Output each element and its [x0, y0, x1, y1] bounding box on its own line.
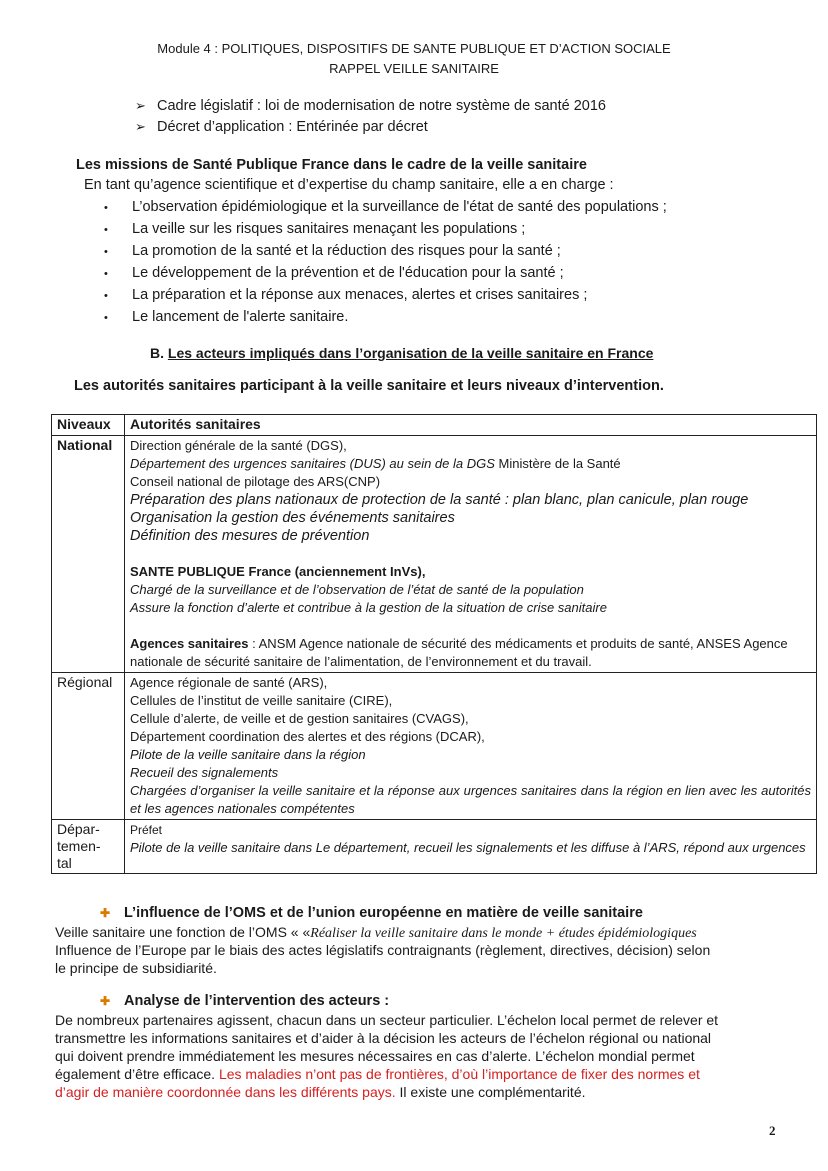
analyse-heading: [100, 993, 389, 1009]
oms-line: [55, 923, 780, 943]
level-line: temen-: [57, 838, 101, 854]
cell-line: Département coordination des alertes et des régions (DCAR),: [130, 729, 485, 744]
list-item-text: La promotion de la santé et la réduction des risques pour la santé ;: [132, 243, 561, 259]
analyse-line: transmettre les informations sanitaires et d’aider à la décision les acteurs de l’échelon régional ou national: [55, 1030, 712, 1046]
cell-line: Définition des mesures de prévention: [130, 528, 370, 544]
level-national: National: [52, 436, 125, 673]
cell-line: Conseil national de pilotage des ARS(CNP): [130, 474, 381, 489]
bullet-icon: •: [104, 246, 108, 258]
list-item: [104, 219, 667, 241]
analyse-title: Analyse de l’intervention des acteurs :: [124, 993, 390, 1009]
spacer: [130, 617, 811, 635]
analyse-line-end: Il existe une complémentarité.: [395, 1084, 586, 1100]
missions-list: [104, 197, 667, 329]
section-b-heading: Les acteurs impliqués dans l’organisation de la veille sanitaire en France: [167, 345, 654, 361]
oms-line: le principe de subsidiarité.: [55, 960, 217, 976]
legal-item-text: Décret d’application : Entérinée par décret: [157, 119, 428, 135]
cell-line: Préfet: [130, 823, 163, 837]
section-b-prefix: B.: [150, 345, 168, 361]
list-item-text: La préparation et la réponse aux menaces, alertes et crises sanitaires ;: [132, 287, 588, 303]
cell-line: Assure la fonction d’alerte et contribue à la gestion de la situation de crise sanitaire: [130, 600, 607, 615]
legal-item: [135, 119, 428, 135]
bullet-icon: •: [104, 312, 108, 324]
cell-line: Organisation la gestion des événements sanitaires: [130, 510, 455, 526]
analyse-line: [55, 1065, 780, 1083]
cell-line: Cellules de l’institut de veille sanitaire (CIRE),: [130, 693, 393, 708]
section-b-title: [150, 345, 653, 361]
cell-line: Chargé de la surveillance et de l’observation de l’état de santé de la population: [130, 582, 584, 597]
oms-line-italic: Réaliser la veille sanitaire dans le monde + études épidémiologiques: [310, 926, 697, 941]
level-line: Dépar-: [57, 821, 100, 837]
analyse-line: qui doivent prendre immédiatement les mesures nécessaires en cas d’alerte. L’échelon mondial permet: [55, 1048, 695, 1064]
list-item: [104, 197, 667, 219]
bullet-icon: •: [104, 202, 108, 214]
header-subtitle: RAPPEL VEILLE SANITAIRE: [329, 61, 499, 76]
oms-heading: [100, 905, 643, 921]
cell-line: Recueil des signalements: [130, 765, 279, 780]
list-item-text: L’observation épidémiologique et la surveillance de l'état de santé des populations ;: [132, 199, 667, 215]
oms-title: L’influence de l’OMS et de l’union européenne en matière de veille sanitaire: [124, 905, 643, 921]
cell-line-rest: Ministère de la Santé: [494, 456, 621, 471]
legal-item: [135, 98, 606, 114]
column-header-authorities: Autorités sanitaires: [125, 415, 817, 436]
authorities-table: [51, 414, 817, 874]
plus-bullet-icon: ✚: [100, 994, 111, 1008]
list-item: [104, 241, 667, 263]
list-item-text: Le développement de la prévention et de l'éducation pour la santé ;: [132, 265, 564, 281]
oms-line: Influence de l’Europe par le biais des actes législatifs contraignants (règlement, directives, décision) selon: [55, 942, 711, 958]
list-item: [104, 307, 667, 329]
table-row: [52, 673, 817, 820]
cell-line: [130, 455, 811, 473]
list-item: [104, 263, 667, 285]
cell-line: Cellule d’alerte, de veille et de gestion sanitaires (CVAGS),: [130, 711, 469, 726]
cell-line: Pilote de la veille sanitaire dans Le département, recueil les signalements et les diffuse à l’ARS, répond aux urgences: [130, 840, 806, 855]
analyse-line: [55, 1083, 780, 1101]
national-authorities: [125, 436, 817, 673]
spacer: [130, 545, 811, 563]
cell-line: SANTE PUBLIQUE France (anciennement InVs),: [130, 564, 426, 579]
analyse-highlight: Les maladies n’ont pas de frontières, d’où l’importance de fixer des normes et: [218, 1066, 700, 1082]
cell-line: Pilote de la veille sanitaire dans la région: [130, 747, 366, 762]
cell-line-italic: Département des urgences sanitaires (DUS) au sein de la DGS: [130, 456, 495, 471]
list-item: [104, 285, 667, 307]
column-header-levels: Niveaux: [52, 415, 125, 436]
analyse-line-start: également d’être efficace.: [55, 1066, 219, 1082]
cell-line: Préparation des plans nationaux de protection de la santé : plan blanc, plan canicule, plan rouge: [130, 492, 749, 508]
regional-authorities: [125, 673, 817, 820]
header-module-title: Module 4 : POLITIQUES, DISPOSITIFS DE SANTE PUBLIQUE ET D’ACTION SOCIALE: [157, 41, 671, 56]
cell-line: [130, 635, 811, 671]
agencies-label: Agences sanitaires: [130, 636, 249, 651]
analyse-highlight: d’agir de manière coordonnée dans les différents pays.: [55, 1084, 396, 1100]
plus-bullet-icon: ✚: [100, 906, 111, 920]
cell-line: Direction générale de la santé (DGS),: [130, 438, 347, 453]
authorities-title: Les autorités sanitaires participant à la veille sanitaire et leurs niveaux d’intervention.: [74, 378, 664, 394]
arrow-icon: ➢: [135, 119, 146, 134]
oms-line-start: Veille sanitaire une fonction de l’OMS « «: [55, 924, 311, 940]
analyse-line: De nombreux partenaires agissent, chacun dans un secteur particulier. L’échelon local permet de relever et: [55, 1012, 719, 1028]
agencies-text: : ANSM Agence nationale de sécurité des médicaments et produits de santé, ANSES Agence nationale de sécurité sanitaire de l’alimentation, de l’environnement et du travail.: [130, 636, 788, 669]
bullet-icon: •: [104, 268, 108, 280]
arrow-icon: ➢: [135, 98, 146, 113]
table-row: [52, 820, 817, 874]
missions-intro: En tant qu’agence scientifique et d’expertise du champ sanitaire, elle a en charge :: [84, 177, 614, 193]
bullet-icon: •: [104, 224, 108, 236]
departemental-authorities: [125, 820, 817, 874]
list-item-text: Le lancement de l'alerte sanitaire.: [132, 309, 349, 325]
page-number: 2: [769, 1123, 776, 1138]
table-header-row: [52, 415, 817, 436]
legal-item-text: Cadre législatif : loi de modernisation de notre système de santé 2016: [157, 98, 606, 114]
list-item-text: La veille sur les risques sanitaires menaçant les populations ;: [132, 221, 526, 237]
bullet-icon: •: [104, 290, 108, 302]
cell-line: Chargées d’organiser la veille sanitaire et la réponse aux urgences sanitaires dans la région en lien avec les autorités et les agences nationales compétentes: [130, 783, 811, 816]
cell-line: Agence régionale de santé (ARS),: [130, 675, 328, 690]
level-regional: Régional: [52, 673, 125, 820]
table-row: [52, 436, 817, 673]
missions-title: Les missions de Santé Publique France dans le cadre de la veille sanitaire: [76, 157, 587, 173]
level-line: tal: [57, 855, 72, 871]
level-departemental: [52, 820, 125, 874]
